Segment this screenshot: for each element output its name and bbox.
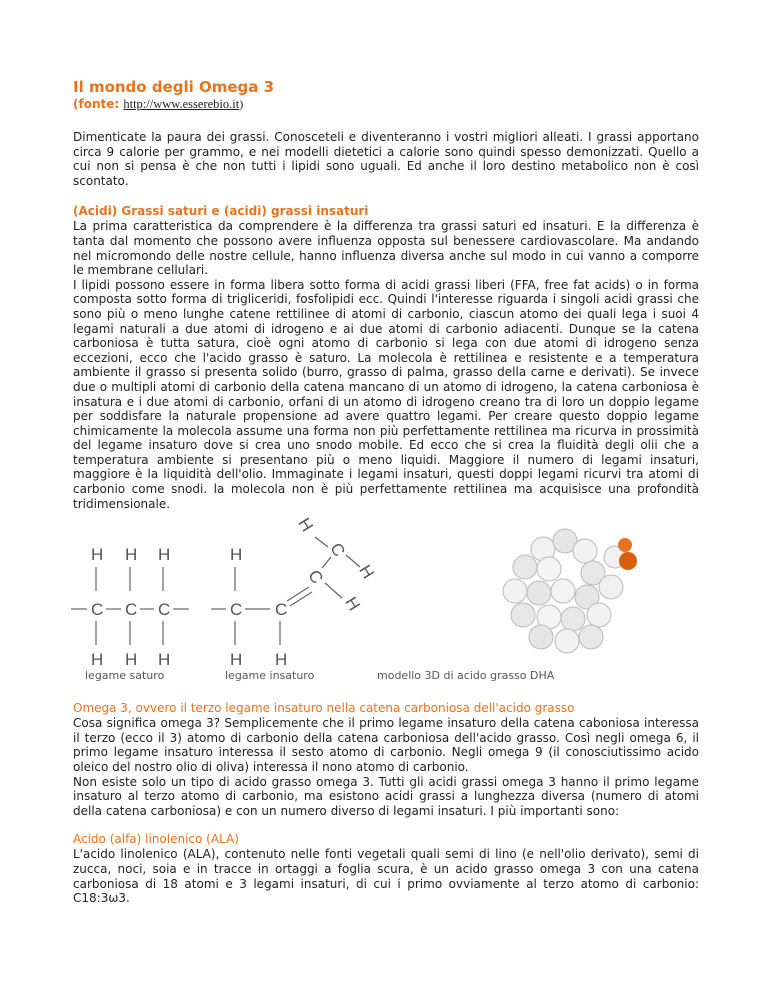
atom-label: H bbox=[230, 650, 243, 670]
atom-label: H bbox=[294, 514, 317, 536]
atom-label: H bbox=[275, 650, 288, 670]
atom-label: H bbox=[341, 593, 364, 615]
section-paragraph: Non esiste solo un tipo di acido grasso omega 3. Tutti gli acidi grassi omega 3 hanno il primo legame insaturo al terzo atomo di carbonio, ma esistono acidi grassi a lunghezza diversa (numero di atomi della catena carboniosa) e con un numero diverso di legami insaturi. I più importanti sono: bbox=[73, 774, 699, 818]
caption-insaturo: legame insaturo bbox=[225, 669, 315, 683]
atom-label: C bbox=[158, 600, 171, 620]
atom-label: C bbox=[91, 600, 104, 620]
source-line bbox=[73, 96, 699, 112]
atom-label: C bbox=[326, 539, 349, 561]
section-heading-ala: Acido (alfa) linolenico (ALA) bbox=[73, 832, 239, 847]
molecule-diagram bbox=[63, 511, 703, 671]
source-close: ) bbox=[239, 97, 244, 111]
document-page bbox=[73, 78, 699, 906]
figure-captions bbox=[73, 669, 699, 687]
atom-label: C bbox=[230, 600, 243, 620]
atom-label: H bbox=[91, 545, 104, 565]
section-paragraph: L'acido linolenico (ALA), contenuto nelle fonti vegetali quali semi di lino (e nell'olio derivato), semi di zucca, noci, soia e in tracce in ortaggi a foglia scura, è un acido grasso omega 3 con una catena carboniosa di 18 atomi e 3 legami insaturi, di cui i primo ovviamente al terzo atomo di carbonio: C18:3ω3. bbox=[73, 847, 699, 906]
atom-label: H bbox=[355, 561, 378, 583]
section-paragraph: Cosa significa omega 3? Semplicemente che il primo legame insaturo della catena caboniosa interessa il terzo (ecco il 3) atomo di carbonio della catena carboniosa dell'acido grasso. Così negli omega 6, il primo legame insaturo interessa il sesto atomo di carbonio. Negli omega 9 (il conosciutissimo acido oleico del nostro olio di oliva) interessa il nono atomo di carbonio. bbox=[73, 716, 699, 775]
atom-label: H bbox=[158, 650, 171, 670]
atom-label: H bbox=[125, 545, 138, 565]
source-label: (fonte: bbox=[73, 97, 120, 111]
atom-label: C bbox=[275, 600, 288, 620]
oxygen-atom bbox=[619, 552, 637, 570]
oxygen-atom bbox=[618, 538, 632, 552]
atom-label: H bbox=[230, 545, 243, 565]
atom-label: C bbox=[304, 566, 327, 588]
section-heading-saturi: (Acidi) Grassi saturi e (acidi) grassi insaturi bbox=[73, 204, 369, 219]
section-heading-omega3: Omega 3, ovvero il terzo legame insaturo nella catena carboniosa dell'acido grasso bbox=[73, 701, 575, 716]
atom-label: H bbox=[158, 545, 171, 565]
section-paragraph: La prima caratteristica da comprendere è la differenza tra grassi saturi ed insaturi. E la differenza è tanta dal momento che possono avere influenza opposta sul benessere cardiovascolare. Ma andando nel micromondo delle nostre cellule, hanno influenza diversa anche sul modo in cui vanno a comporre le membrane cellulari. bbox=[73, 219, 699, 278]
atom-label: H bbox=[91, 650, 104, 670]
caption-3d-model: modello 3D di acido grasso DHA bbox=[377, 669, 555, 683]
intro-paragraph: Dimenticate la paura dei grassi. Conosceteli e diventeranno i vostri migliori alleati. I grassi apportano circa 9 calorie per grammo, e nei modelli dietetici a calorie sono quindi spesso demonizzati. Quello a cui non si pensa è che non tutti i lipidi sono uguali. Ed anche il loro destino metabolico non è così scontato. bbox=[73, 130, 699, 188]
atom-label: H bbox=[125, 650, 138, 670]
molecule-figure bbox=[73, 511, 699, 671]
caption-saturo: legame saturo bbox=[85, 669, 165, 683]
source-link[interactable]: http://www.esserebio.it bbox=[123, 97, 240, 111]
section-paragraph: I lipidi possono essere in forma libera sotto forma di acidi grassi liberi (FFA, free fat acids) o in forma composta sotto forma di trigliceridi, fosfolipidi ecc. Quindi l'interesse riguarda i singoli acidi grassi che sono più o meno lunghe catene rettilinee di atomi di carbonio, ciascun atomo dei quali lega i suoi 4 legami naturali a due atomi di idrogeno e ai due atomi di carbonio adiacenti. Dunque se la catena carboniosa è tutta satura, cioè ogni atomo di carbonio si lega con due atomi di idrogeno senza eccezioni, ecco che l'acido grasso è saturo. La molecola è rettilinea e resistente e a temperatura ambiente il grasso si presenta solido (burro, grasso di palma, grasso della carne e derivati). Se invece due o multipli atomi di carbonio della catena mancano di un atomo di idrogeno, la catena carboniosa è insatura e i due atomi di carbonio, orfani di un atomo di idrogeno creano tra di loro un doppio legame per soddisfare la naturale propensione ad avere quattro legami. Per creare questo doppio legame chimicamente la molecola assume una forma non più perfettamente rettilinea ma ricurva in prossimità del legame insaturo dove si crea uno snodo mobile. Ed ecco che si crea la fluidità degli olii che a temperatura ambiente si presentano più o meno liquidi. Maggiore il numero di legami insaturi, maggiore è la liquidità dell'olio. Immaginate i legami insaturi, questi doppi legami ricurvi tra atomi di carbonio come snodi. la molecola non è più perfettamente rettilinea ma acquisisce una profondità tridimensionale. bbox=[73, 277, 699, 511]
atom-label: C bbox=[125, 600, 138, 620]
page-title: Il mondo degli Omega 3 bbox=[73, 78, 275, 96]
